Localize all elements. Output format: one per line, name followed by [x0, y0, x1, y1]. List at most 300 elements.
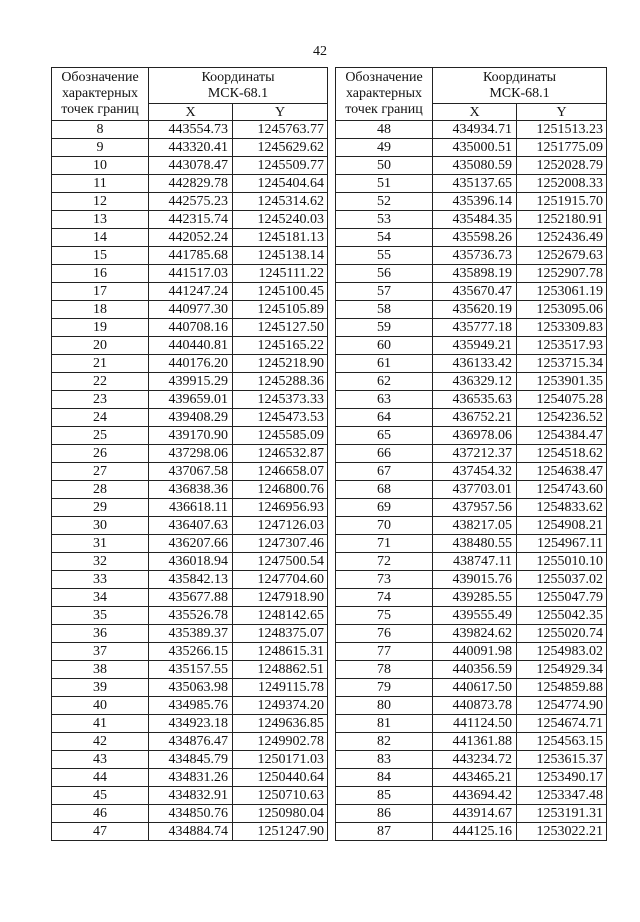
x-coordinate-cell: 437067.58	[149, 463, 233, 481]
table-row	[336, 787, 607, 805]
point-id-cell: 28	[52, 481, 149, 499]
x-coordinate-cell: 435736.73	[433, 247, 517, 265]
x-coordinate-cell: 443694.42	[433, 787, 517, 805]
table-row	[52, 319, 328, 337]
x-coordinate-cell: 441247.24	[149, 283, 233, 301]
x-coordinate-cell: 439285.55	[433, 589, 517, 607]
point-id-cell: 52	[336, 193, 433, 211]
y-coordinate-cell: 1250980.04	[233, 805, 328, 823]
x-coordinate-cell: 435670.47	[433, 283, 517, 301]
point-id-cell: 58	[336, 301, 433, 319]
x-coordinate-cell: 441361.88	[433, 733, 517, 751]
point-id-cell: 34	[52, 589, 149, 607]
table-row	[52, 391, 328, 409]
table-row	[52, 787, 328, 805]
table-row	[52, 499, 328, 517]
x-coordinate-cell: 436018.94	[149, 553, 233, 571]
y-coordinate-cell: 1253517.93	[517, 337, 607, 355]
x-coordinate-cell: 436329.12	[433, 373, 517, 391]
y-coordinate-cell: 1245373.33	[233, 391, 328, 409]
table-row	[336, 193, 607, 211]
x-coordinate-cell: 443554.73	[149, 121, 233, 139]
x-coordinate-cell: 435598.26	[433, 229, 517, 247]
table-row	[336, 553, 607, 571]
table-row	[336, 805, 607, 823]
table-row	[52, 247, 328, 265]
point-id-cell: 21	[52, 355, 149, 373]
y-coordinate-cell: 1245111.22	[233, 265, 328, 283]
coordinates-table-right	[335, 67, 607, 841]
x-coordinate-cell: 439555.49	[433, 607, 517, 625]
table-row	[336, 481, 607, 499]
y-coordinate-cell: 1245585.09	[233, 427, 328, 445]
y-coordinate-cell: 1254859.88	[517, 679, 607, 697]
table-row	[336, 751, 607, 769]
y-coordinate-cell: 1253095.06	[517, 301, 607, 319]
x-coordinate-cell: 434884.74	[149, 823, 233, 841]
point-id-cell: 8	[52, 121, 149, 139]
table-row	[336, 427, 607, 445]
point-id-cell: 60	[336, 337, 433, 355]
point-id-cell: 31	[52, 535, 149, 553]
point-id-cell: 75	[336, 607, 433, 625]
table-row	[336, 139, 607, 157]
x-coordinate-cell: 440708.16	[149, 319, 233, 337]
table-row	[336, 733, 607, 751]
table-row	[52, 643, 328, 661]
point-id-cell: 37	[52, 643, 149, 661]
point-id-cell: 87	[336, 823, 433, 841]
y-coordinate-cell: 1250440.64	[233, 769, 328, 787]
y-coordinate-cell: 1245509.77	[233, 157, 328, 175]
x-coordinate-cell: 437957.56	[433, 499, 517, 517]
y-coordinate-cell: 1254929.34	[517, 661, 607, 679]
point-id-cell: 51	[336, 175, 433, 193]
point-id-cell: 27	[52, 463, 149, 481]
point-id-cell: 48	[336, 121, 433, 139]
table-row	[52, 481, 328, 499]
y-coordinate-cell: 1247307.46	[233, 535, 328, 553]
y-coordinate-cell: 1254075.28	[517, 391, 607, 409]
y-coordinate-cell: 1250710.63	[233, 787, 328, 805]
x-coordinate-cell: 434832.91	[149, 787, 233, 805]
table-row	[336, 661, 607, 679]
table-row	[336, 625, 607, 643]
x-coordinate-cell: 439170.90	[149, 427, 233, 445]
y-coordinate-cell: 1253715.34	[517, 355, 607, 373]
table-row	[52, 283, 328, 301]
x-coordinate-cell: 443078.47	[149, 157, 233, 175]
point-id-cell: 30	[52, 517, 149, 535]
y-column-header: Y	[517, 104, 607, 121]
x-coordinate-cell: 435842.13	[149, 571, 233, 589]
y-coordinate-cell: 1246658.07	[233, 463, 328, 481]
point-id-cell: 10	[52, 157, 149, 175]
point-id-cell: 78	[336, 661, 433, 679]
table-row	[52, 715, 328, 733]
point-id-cell: 40	[52, 697, 149, 715]
table-row	[336, 301, 607, 319]
point-id-cell: 38	[52, 661, 149, 679]
x-coordinate-cell: 439408.29	[149, 409, 233, 427]
x-coordinate-cell: 436618.11	[149, 499, 233, 517]
y-coordinate-cell: 1252180.91	[517, 211, 607, 229]
x-coordinate-cell: 435137.65	[433, 175, 517, 193]
y-coordinate-cell: 1246956.93	[233, 499, 328, 517]
table-row	[336, 265, 607, 283]
table-row	[52, 139, 328, 157]
x-coordinate-cell: 443234.72	[433, 751, 517, 769]
point-id-header: Обозначение характерных точек границ	[52, 68, 149, 121]
table-row	[52, 589, 328, 607]
coordinates-header: Координаты МСК-68.1	[433, 68, 607, 104]
y-coordinate-cell: 1245100.45	[233, 283, 328, 301]
point-id-cell: 12	[52, 193, 149, 211]
point-id-cell: 66	[336, 445, 433, 463]
table-row	[52, 355, 328, 373]
y-coordinate-cell: 1255020.74	[517, 625, 607, 643]
x-coordinate-cell: 436978.06	[433, 427, 517, 445]
x-coordinate-cell: 434845.79	[149, 751, 233, 769]
y-coordinate-cell: 1253615.37	[517, 751, 607, 769]
y-coordinate-cell: 1251247.90	[233, 823, 328, 841]
x-coordinate-cell: 440617.50	[433, 679, 517, 697]
y-coordinate-cell: 1247500.54	[233, 553, 328, 571]
table-row	[52, 265, 328, 283]
x-coordinate-cell: 435080.59	[433, 157, 517, 175]
point-id-cell: 68	[336, 481, 433, 499]
table-row	[336, 445, 607, 463]
y-coordinate-cell: 1247126.03	[233, 517, 328, 535]
table-row	[52, 823, 328, 841]
point-id-cell: 59	[336, 319, 433, 337]
table-row	[336, 589, 607, 607]
point-id-cell: 82	[336, 733, 433, 751]
point-id-cell: 53	[336, 211, 433, 229]
point-id-cell: 57	[336, 283, 433, 301]
table-row	[336, 121, 607, 139]
table-row	[336, 823, 607, 841]
table-row	[336, 409, 607, 427]
table-row	[52, 571, 328, 589]
point-id-cell: 70	[336, 517, 433, 535]
x-coordinate-cell: 435000.51	[433, 139, 517, 157]
point-id-cell: 49	[336, 139, 433, 157]
y-coordinate-cell: 1252028.79	[517, 157, 607, 175]
x-coordinate-cell: 435396.14	[433, 193, 517, 211]
y-coordinate-cell: 1251513.23	[517, 121, 607, 139]
point-id-cell: 69	[336, 499, 433, 517]
x-coordinate-cell: 435063.98	[149, 679, 233, 697]
point-id-cell: 22	[52, 373, 149, 391]
y-coordinate-cell: 1245127.50	[233, 319, 328, 337]
table-row	[336, 697, 607, 715]
x-coordinate-cell: 443320.41	[149, 139, 233, 157]
point-id-cell: 14	[52, 229, 149, 247]
x-coordinate-cell: 442575.23	[149, 193, 233, 211]
x-coordinate-cell: 437298.06	[149, 445, 233, 463]
y-coordinate-cell: 1247918.90	[233, 589, 328, 607]
table-row	[52, 445, 328, 463]
table-row	[336, 769, 607, 787]
point-id-cell: 67	[336, 463, 433, 481]
table-row	[336, 643, 607, 661]
point-id-cell: 39	[52, 679, 149, 697]
y-coordinate-cell: 1253061.19	[517, 283, 607, 301]
x-coordinate-cell: 435777.18	[433, 319, 517, 337]
x-coordinate-cell: 435389.37	[149, 625, 233, 643]
x-coordinate-cell: 434831.26	[149, 769, 233, 787]
y-coordinate-cell: 1245181.13	[233, 229, 328, 247]
y-coordinate-cell: 1246532.87	[233, 445, 328, 463]
y-coordinate-cell: 1249115.78	[233, 679, 328, 697]
table-row	[52, 157, 328, 175]
x-coordinate-cell: 436133.42	[433, 355, 517, 373]
y-coordinate-cell: 1253347.48	[517, 787, 607, 805]
x-coordinate-cell: 434876.47	[149, 733, 233, 751]
y-coordinate-cell: 1254908.21	[517, 517, 607, 535]
x-coordinate-cell: 434850.76	[149, 805, 233, 823]
point-id-header: Обозначение характерных точек границ	[336, 68, 433, 121]
table-row	[52, 769, 328, 787]
point-id-cell: 18	[52, 301, 149, 319]
y-coordinate-cell: 1253309.83	[517, 319, 607, 337]
table-row	[52, 697, 328, 715]
point-id-cell: 15	[52, 247, 149, 265]
x-coordinate-cell: 435526.78	[149, 607, 233, 625]
point-id-cell: 35	[52, 607, 149, 625]
x-coordinate-cell: 435898.19	[433, 265, 517, 283]
y-coordinate-cell: 1245165.22	[233, 337, 328, 355]
x-coordinate-cell: 440356.59	[433, 661, 517, 679]
y-coordinate-cell: 1254833.62	[517, 499, 607, 517]
table-row	[52, 679, 328, 697]
y-coordinate-cell: 1245105.89	[233, 301, 328, 319]
point-id-cell: 19	[52, 319, 149, 337]
y-coordinate-cell: 1254236.52	[517, 409, 607, 427]
x-coordinate-cell: 434934.71	[433, 121, 517, 139]
point-id-cell: 76	[336, 625, 433, 643]
y-coordinate-cell: 1254967.11	[517, 535, 607, 553]
table-row	[52, 535, 328, 553]
y-coordinate-cell: 1245218.90	[233, 355, 328, 373]
point-id-cell: 13	[52, 211, 149, 229]
point-id-cell: 74	[336, 589, 433, 607]
x-coordinate-cell: 438217.05	[433, 517, 517, 535]
x-coordinate-cell: 439015.76	[433, 571, 517, 589]
table-row	[336, 715, 607, 733]
x-coordinate-cell: 435484.35	[433, 211, 517, 229]
x-coordinate-cell: 438480.55	[433, 535, 517, 553]
x-coordinate-cell: 442315.74	[149, 211, 233, 229]
point-id-cell: 29	[52, 499, 149, 517]
point-id-cell: 81	[336, 715, 433, 733]
point-id-cell: 61	[336, 355, 433, 373]
table-row	[52, 427, 328, 445]
table-row	[52, 193, 328, 211]
point-id-cell: 24	[52, 409, 149, 427]
y-coordinate-cell: 1248862.51	[233, 661, 328, 679]
x-coordinate-cell: 434985.76	[149, 697, 233, 715]
y-coordinate-cell: 1251915.70	[517, 193, 607, 211]
x-coordinate-cell: 441785.68	[149, 247, 233, 265]
y-coordinate-cell: 1255042.35	[517, 607, 607, 625]
y-coordinate-cell: 1245314.62	[233, 193, 328, 211]
table-row	[52, 463, 328, 481]
x-coordinate-cell: 442829.78	[149, 175, 233, 193]
x-coordinate-cell: 434923.18	[149, 715, 233, 733]
table-row	[336, 247, 607, 265]
table-row	[52, 175, 328, 193]
coordinates-header: Координаты МСК-68.1	[149, 68, 328, 104]
table-row	[52, 805, 328, 823]
x-coordinate-cell: 438747.11	[433, 553, 517, 571]
point-id-cell: 45	[52, 787, 149, 805]
point-id-cell: 44	[52, 769, 149, 787]
point-id-cell: 54	[336, 229, 433, 247]
y-coordinate-cell: 1247704.60	[233, 571, 328, 589]
point-id-cell: 65	[336, 427, 433, 445]
table-row	[336, 391, 607, 409]
y-coordinate-cell: 1253901.35	[517, 373, 607, 391]
point-id-cell: 86	[336, 805, 433, 823]
x-coordinate-cell: 436207.66	[149, 535, 233, 553]
y-coordinate-cell: 1249636.85	[233, 715, 328, 733]
table-row	[336, 211, 607, 229]
point-id-cell: 32	[52, 553, 149, 571]
point-id-cell: 47	[52, 823, 149, 841]
point-id-cell: 46	[52, 805, 149, 823]
x-coordinate-cell: 441124.50	[433, 715, 517, 733]
y-coordinate-cell: 1254384.47	[517, 427, 607, 445]
y-coordinate-cell: 1248142.65	[233, 607, 328, 625]
y-coordinate-cell: 1254563.15	[517, 733, 607, 751]
point-id-cell: 62	[336, 373, 433, 391]
x-coordinate-cell: 442052.24	[149, 229, 233, 247]
table-row	[336, 571, 607, 589]
x-coordinate-cell: 435677.88	[149, 589, 233, 607]
y-coordinate-cell: 1255037.02	[517, 571, 607, 589]
y-coordinate-cell: 1251775.09	[517, 139, 607, 157]
point-id-cell: 55	[336, 247, 433, 265]
x-column-header: X	[433, 104, 517, 121]
table-row	[336, 355, 607, 373]
point-id-cell: 50	[336, 157, 433, 175]
table-row	[52, 607, 328, 625]
table-row	[52, 517, 328, 535]
x-coordinate-cell: 436838.36	[149, 481, 233, 499]
x-coordinate-cell: 437454.32	[433, 463, 517, 481]
x-coordinate-cell: 443914.67	[433, 805, 517, 823]
x-coordinate-cell: 435620.19	[433, 301, 517, 319]
point-id-cell: 77	[336, 643, 433, 661]
x-coordinate-cell: 435157.55	[149, 661, 233, 679]
point-id-cell: 63	[336, 391, 433, 409]
table-row	[52, 625, 328, 643]
point-id-cell: 25	[52, 427, 149, 445]
point-id-cell: 43	[52, 751, 149, 769]
point-id-cell: 9	[52, 139, 149, 157]
y-coordinate-cell: 1253022.21	[517, 823, 607, 841]
table-row	[336, 337, 607, 355]
table-row	[336, 157, 607, 175]
table-row	[52, 409, 328, 427]
table-row	[52, 661, 328, 679]
x-coordinate-cell: 435949.21	[433, 337, 517, 355]
x-coordinate-cell: 440091.98	[433, 643, 517, 661]
point-id-cell: 85	[336, 787, 433, 805]
table-row	[336, 463, 607, 481]
point-id-cell: 11	[52, 175, 149, 193]
x-coordinate-cell: 435266.15	[149, 643, 233, 661]
y-coordinate-cell: 1249374.20	[233, 697, 328, 715]
x-coordinate-cell: 439659.01	[149, 391, 233, 409]
table-row	[52, 121, 328, 139]
table-row	[52, 229, 328, 247]
y-coordinate-cell: 1254774.90	[517, 697, 607, 715]
table-row	[52, 373, 328, 391]
table-row	[52, 751, 328, 769]
y-coordinate-cell: 1255047.79	[517, 589, 607, 607]
table-row	[52, 553, 328, 571]
y-coordinate-cell: 1252907.78	[517, 265, 607, 283]
point-id-cell: 71	[336, 535, 433, 553]
point-id-cell: 73	[336, 571, 433, 589]
y-coordinate-cell: 1249902.78	[233, 733, 328, 751]
table-row	[336, 499, 607, 517]
coordinates-table-left	[51, 67, 328, 841]
point-id-cell: 23	[52, 391, 149, 409]
x-coordinate-cell: 440977.30	[149, 301, 233, 319]
point-id-cell: 20	[52, 337, 149, 355]
table-row	[52, 301, 328, 319]
y-coordinate-cell: 1253490.17	[517, 769, 607, 787]
y-coordinate-cell: 1252679.63	[517, 247, 607, 265]
table-row	[336, 373, 607, 391]
y-coordinate-cell: 1253191.31	[517, 805, 607, 823]
table-row	[336, 175, 607, 193]
x-coordinate-cell: 436407.63	[149, 517, 233, 535]
point-id-cell: 72	[336, 553, 433, 571]
point-id-cell: 41	[52, 715, 149, 733]
x-coordinate-cell: 439824.62	[433, 625, 517, 643]
x-coordinate-cell: 441517.03	[149, 265, 233, 283]
point-id-cell: 33	[52, 571, 149, 589]
x-coordinate-cell: 440440.81	[149, 337, 233, 355]
table-row	[336, 679, 607, 697]
point-id-cell: 36	[52, 625, 149, 643]
x-coordinate-cell: 436535.63	[433, 391, 517, 409]
y-coordinate-cell: 1254674.71	[517, 715, 607, 733]
point-id-cell: 17	[52, 283, 149, 301]
y-coordinate-cell: 1255010.10	[517, 553, 607, 571]
y-coordinate-cell: 1250171.03	[233, 751, 328, 769]
y-coordinate-cell: 1252436.49	[517, 229, 607, 247]
table-row	[52, 733, 328, 751]
point-id-cell: 84	[336, 769, 433, 787]
x-coordinate-cell: 436752.21	[433, 409, 517, 427]
y-coordinate-cell: 1245404.64	[233, 175, 328, 193]
point-id-cell: 56	[336, 265, 433, 283]
y-coordinate-cell: 1245473.53	[233, 409, 328, 427]
table-row	[336, 283, 607, 301]
point-id-cell: 80	[336, 697, 433, 715]
x-coordinate-cell: 443465.21	[433, 769, 517, 787]
y-coordinate-cell: 1248375.07	[233, 625, 328, 643]
point-id-cell: 83	[336, 751, 433, 769]
x-column-header: X	[149, 104, 233, 121]
table-row	[336, 229, 607, 247]
